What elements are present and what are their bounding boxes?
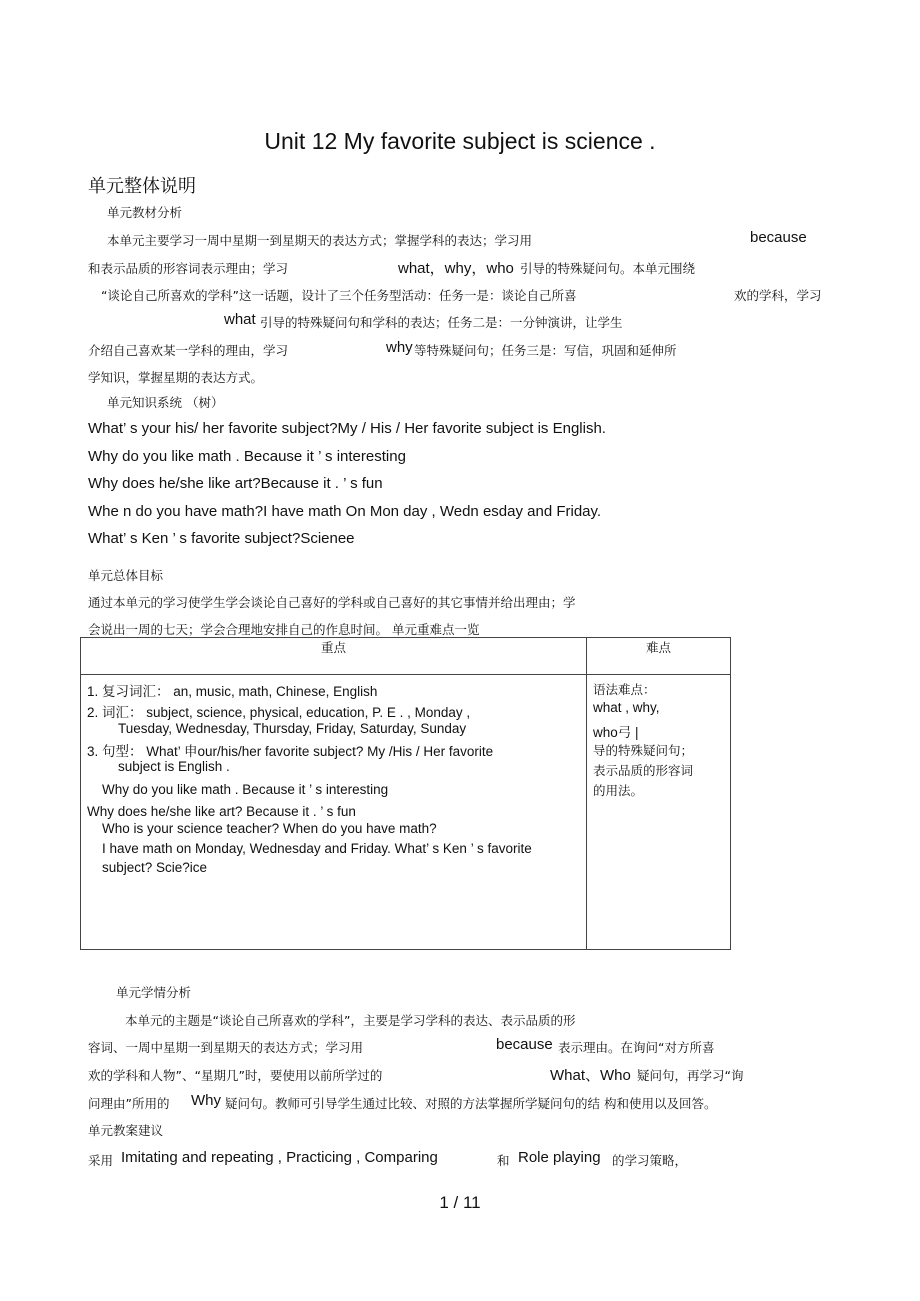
- analysis-line-6: 学知识，掌握星期的表达方式。: [88, 370, 264, 385]
- key-point-line: Tuesday, Wednesday, Thursday, Friday, Saturday, Sunday: [118, 721, 467, 736]
- goals-line-2: 会说出一周的七天；学会合理地安排自己的作息时间。 单元重难点一览: [88, 622, 480, 637]
- difficulties-cell: [587, 675, 731, 950]
- key-point-line: 2. 词汇： subject, science, physical, education, P. E . , Monday ,: [87, 705, 471, 720]
- suggestion-suffix: 的学习策略，: [612, 1153, 688, 1168]
- learning-heading: 单元学情分析: [116, 985, 192, 1000]
- knowledge-heading: 单元知识系统 （树）: [107, 395, 224, 410]
- page-number: 1 / 11: [439, 1193, 481, 1212]
- learning-line-1: 本单元的主题是“谈论自己所喜欢的学科”，主要是学习学科的表达、表示品质的形: [125, 1013, 576, 1028]
- difficulty-line: what , why,: [593, 700, 660, 715]
- suggestion-heading: 单元教案建议: [88, 1123, 164, 1138]
- difficulty-line: 语法难点：: [593, 682, 656, 697]
- analysis-keyword-because: because: [750, 229, 807, 246]
- key-point-line: 3. 句型： What’ 申our/his/her favorite subject? My /His / Her favorite: [87, 744, 494, 759]
- analysis-line-2: 和表示品质的形容词表示理由；学习: [88, 261, 289, 276]
- learning-line-2: 容词、一周中星期一到星期天的表达方式；学习用: [88, 1040, 364, 1055]
- knowledge-line: Whe n do you have math?I have math On Mon day , Wedn esday and Friday.: [88, 503, 602, 520]
- document-title: Unit 12 My favorite subject is science .: [264, 128, 656, 154]
- difficulty-line: 表示品质的形容词: [593, 763, 694, 778]
- knowledge-line: Why do you like math . Because it ’ s interesting: [88, 448, 406, 465]
- analysis-line-5-tail: 等特殊疑问句；任务三是：写信，巩固和延伸所: [414, 343, 677, 358]
- key-point-line: Who is your science teacher? When do you have math?: [102, 821, 437, 836]
- suggestion-role-playing: Role playing: [518, 1149, 601, 1166]
- knowledge-line: What’ s your his/ her favorite subject?My / His / Her favorite subject is English.: [88, 420, 606, 437]
- analysis-line-4: 引导的特殊疑问句和学科的表达；任务二是：一分钟演讲，让学生: [260, 315, 623, 330]
- knowledge-line: Why does he/she like art?Because it . ’ s fun: [88, 475, 383, 492]
- section-heading: 单元整体说明: [88, 176, 196, 197]
- analysis-line-2-tail: 引导的特殊疑问句。本单元围绕: [520, 261, 696, 276]
- difficulty-line: who弓 |: [593, 725, 639, 740]
- key-point-line: Why do you like math . Because it ’ s interesting: [102, 782, 389, 797]
- learning-line-2-tail: 表示理由。在询问“对方所喜: [558, 1040, 715, 1055]
- learning-keyword-what-who: What、Who: [550, 1067, 631, 1084]
- analysis-keyword-wh: what，why，who: [398, 260, 514, 277]
- analysis-keyword-why: why: [386, 339, 413, 356]
- difficulty-line: 的用法。: [593, 783, 644, 798]
- learning-line-3: 欢的学科和人物”、“星期几”时，要使用以前所学过的: [88, 1068, 383, 1083]
- knowledge-line: What’ s Ken ’ s favorite subject?Scienee: [88, 530, 355, 547]
- table-header-key: 重点: [81, 638, 587, 675]
- table-header-difficulty: 难点: [587, 638, 731, 675]
- learning-keyword-why: Why: [191, 1092, 221, 1109]
- analysis-line-5: 介绍自己喜欢某一学科的理由，学习: [88, 343, 289, 358]
- key-point-line: I have math on Monday, Wednesday and Friday. What’ s Ken ’ s favorite: [102, 841, 532, 856]
- key-point-line: subject? Scie?ice: [102, 860, 208, 875]
- difficulty-line: 导的特殊疑问句；: [593, 743, 694, 758]
- analysis-line-3: “谈论自己所喜欢的学科”这一话题，设计了三个任务型活动：任务一是：谈论自己所喜: [101, 288, 577, 303]
- suggestion-strategies: Imitating and repeating , Practicing , Comparing: [121, 1149, 438, 1166]
- key-point-line: Why does he/she like art? Because it . ’ s fun: [87, 804, 356, 819]
- key-points-cell: [81, 675, 587, 950]
- analysis-keyword-what: what: [224, 311, 256, 328]
- analysis-line-3-tail: 欢的学科，学习: [734, 288, 822, 303]
- key-point-line: 1. 复习词汇： an, music, math, Chinese, English: [87, 684, 378, 699]
- key-point-line: subject is English .: [118, 759, 230, 774]
- learning-line-3-tail: 疑问句，再学习“询: [637, 1068, 744, 1083]
- learning-keyword-because: because: [496, 1036, 553, 1053]
- goals-line-1: 通过本单元的学习使学生学会谈论自己喜好的学科或自己喜好的其它事情并给出理由；学: [88, 595, 576, 610]
- goals-heading: 单元总体目标: [88, 568, 164, 583]
- learning-line-4-tail: 疑问句。教师可引导学生通过比较、对照的方法掌握所学疑问句的结 构和使用以及回答。: [225, 1096, 717, 1111]
- analysis-line-1: 本单元主要学习一周中星期一到星期天的表达方式；掌握学科的表达；学习用: [107, 233, 533, 248]
- analysis-heading: 单元教材分析: [107, 205, 183, 220]
- suggestion-and: 和: [497, 1153, 510, 1168]
- learning-line-4: 问理由”所用的: [88, 1096, 170, 1111]
- key-points-table: [80, 637, 731, 950]
- suggestion-prefix: 采用: [88, 1153, 114, 1168]
